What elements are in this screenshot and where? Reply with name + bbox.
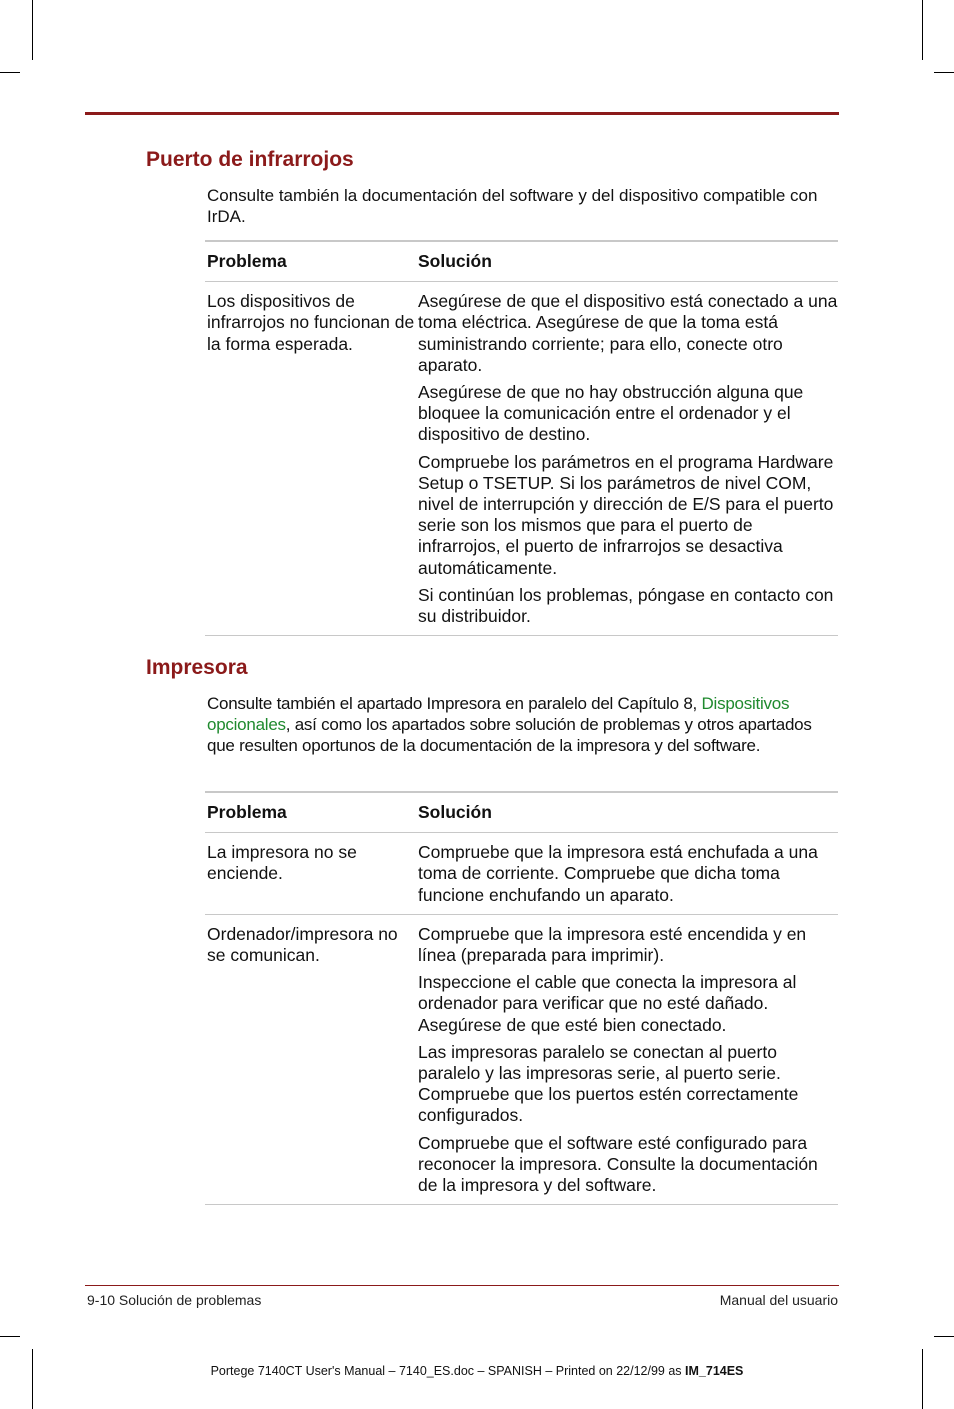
cross-reference-link[interactable]: Dispositivos opcionales (207, 694, 790, 734)
header-rule (85, 112, 839, 115)
crop-mark (32, 1349, 33, 1409)
crop-mark (922, 1349, 923, 1409)
table-header-row (205, 241, 838, 282)
crop-mark (0, 72, 20, 73)
solution-paragraph: Si continúan los problemas, póngase en contacto con su distribuidor. (418, 584, 834, 627)
solution-paragraph: Compruebe que la impresora esté encendida y en línea (preparada para imprimir). (418, 923, 807, 966)
table-header-row (205, 792, 838, 833)
section-title-infrared: Puerto de infrarrojos (146, 148, 354, 171)
print-info-text: Portege 7140CT User's Manual – 7140_ES.doc – SPANISH – Printed on 22/12/99 as (210, 1364, 686, 1378)
column-header-problem: Problema (207, 802, 287, 822)
infrared-problem-table (205, 240, 838, 636)
table-row (205, 914, 838, 1204)
column-header-solution: Solución (418, 802, 492, 822)
crop-mark (922, 0, 923, 60)
table-row (205, 833, 838, 915)
table-row (205, 282, 838, 636)
crop-mark (0, 1336, 20, 1337)
solution-paragraph: Asegúrese de que el dispositivo está conectado a una toma eléctrica. Asegúrese de que la toma está suministrando corriente; para ello, conecte otro aparato. (418, 291, 838, 375)
column-header-solution: Solución (418, 251, 492, 271)
solution-cell (418, 282, 838, 636)
solution-paragraph: Las impresoras paralelo se conectan al puerto paralelo y las impresoras serie, al puerto serie. Compruebe que los puertos estén correctamente configurados. (418, 1041, 799, 1126)
solution-cell (418, 914, 838, 1204)
section-title-printer: Impresora (146, 656, 248, 679)
print-info-line (0, 1364, 954, 1378)
print-info-code: IM_714ES (685, 1364, 744, 1378)
printer-problem-table (205, 791, 838, 1205)
crop-mark (934, 72, 954, 73)
solution-paragraph: Compruebe los parámetros en el programa Hardware Setup o TSETUP. Si los parámetros de nivel COM, nivel de interrupción y dirección de E/S para el puerto serie son los mismos que para el puerto de infrarrojos, el puerto de infrarrojos se desactiva automáticamente. (418, 451, 834, 578)
problem-cell: La impresora no se enciende. (207, 842, 357, 884)
footer-manual-title: Manual del usuario (719, 1292, 838, 1308)
footer-rule (85, 1285, 839, 1286)
intro-text: Consulte también el apartado Impresora en paralelo del Capítulo 8, (207, 694, 702, 713)
problem-cell: Ordenador/impresora no se comunican. (207, 923, 398, 966)
solution-cell (418, 833, 838, 915)
crop-mark (934, 1336, 954, 1337)
section-intro-printer (207, 693, 837, 756)
solution-paragraph: Compruebe que el software esté configurado para reconocer la impresora. Consulte la documentación de la impresora y del software. (418, 1132, 818, 1196)
intro-text: , así como los apartados sobre solución de problemas y otros apartados que resulten oportunos de la documentación de la impresora y del software. (207, 715, 812, 755)
column-header-problem: Problema (207, 251, 287, 271)
solution-paragraph: Asegúrese de que no hay obstrucción alguna que bloquee la comunicación entre el ordenador y el dispositivo de destino. (418, 382, 804, 445)
solution-paragraph: Inspeccione el cable que conecta la impresora al ordenador para verificar que no esté dañado. Asegúrese de que esté bien conectado. (418, 972, 797, 1035)
problem-cell: Los dispositivos de infrarrojos no funcionan de la forma esperada. (207, 291, 415, 354)
section-intro-infrared: Consulte también la documentación del software y del dispositivo compatible con IrDA. (207, 186, 818, 226)
crop-mark (32, 0, 33, 60)
solution-paragraph: Compruebe que la impresora está enchufada a una toma de corriente. Compruebe que dicha toma funcione enchufando un aparato. (418, 842, 818, 905)
footer-page-label: 9-10 Solución de problemas (87, 1292, 262, 1308)
